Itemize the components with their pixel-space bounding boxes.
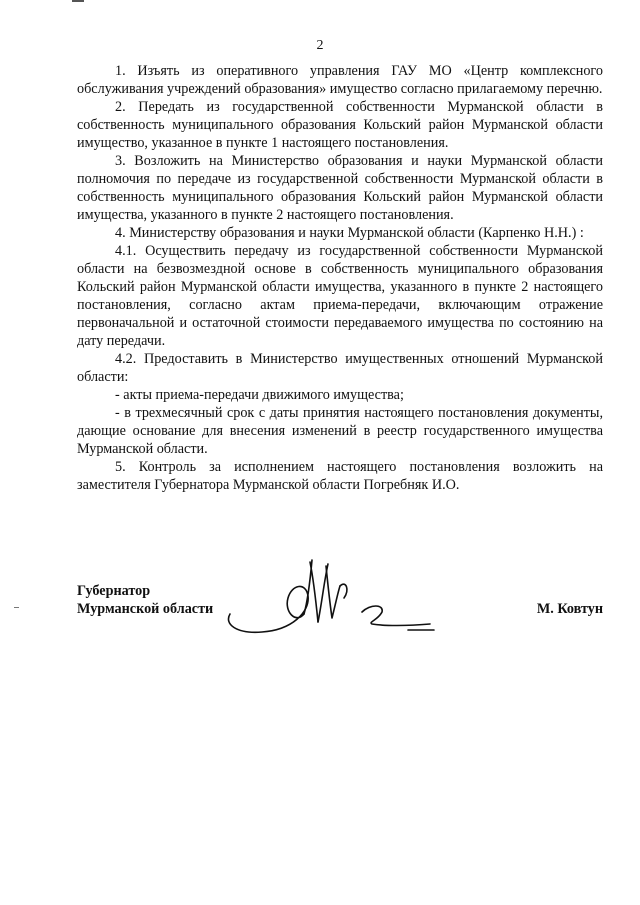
list-item: - в трехмесячный срок с даты принятия настоящего постановления документы, дающие основание для внесения изменений в реестр государственного имущества Мурманской области. [77, 405, 603, 457]
paragraph-4: 4. Министерству образования и науки Мурманской области (Карпенко Н.Н.) : [115, 225, 584, 241]
signatory-title [77, 582, 213, 618]
page-number: 2 [316, 38, 324, 53]
paragraph-2: 2. Передать из государственной собственности Мурманской области в собственность муниципального образования Кольский район Мурманской области имущество, указанное в пункте 1 настоящего постановления. [77, 99, 603, 151]
handwritten-signature [222, 552, 452, 642]
scan-mark [14, 607, 19, 608]
paragraph-3: 3. Возложить на Министерство образования и науки Мурманской области полномочия по передаче из государственной собственности Мурманской области в собственность муниципального образования Кольский район Мурманской области имущества, указанного в пункте 2 настоящего постановления. [77, 153, 603, 223]
paragraph-4-2: 4.2. Предоставить в Министерство имущественных отношений Мурманской области: [77, 351, 603, 385]
signatory-name: М. Ковтун [536, 601, 603, 617]
scan-mark [72, 0, 84, 2]
signature-block [77, 582, 603, 642]
list-item: - акты приема-передачи движимого имущества; [115, 387, 404, 403]
document-body [77, 62, 603, 494]
signatory-title-line2: Мурманской области [77, 601, 214, 617]
paragraph-4-1: 4.1. Осуществить передачу из государственной собственности Мурманской области на безвозмездной основе в собственность муниципального образования Кольский район Мурманской области имущества, указанного в пункте 2 настоящего постановления, согласно актам приема-передачи, включающим отражение первоначальной и остаточной стоимости передаваемого имущества по состоянию на дату передачи. [77, 243, 603, 349]
paragraph-1: 1. Изъять из оперативного управления ГАУ МО «Центр комплексного обслуживания учреждений образования» имущество согласно прилагаемому перечню. [77, 63, 603, 97]
paragraph-5: 5. Контроль за исполнением настоящего постановления возложить на заместителя Губернатора Мурманской области Погребняк И.О. [77, 459, 603, 493]
signatory-title-line1: Губернатор [77, 583, 151, 599]
